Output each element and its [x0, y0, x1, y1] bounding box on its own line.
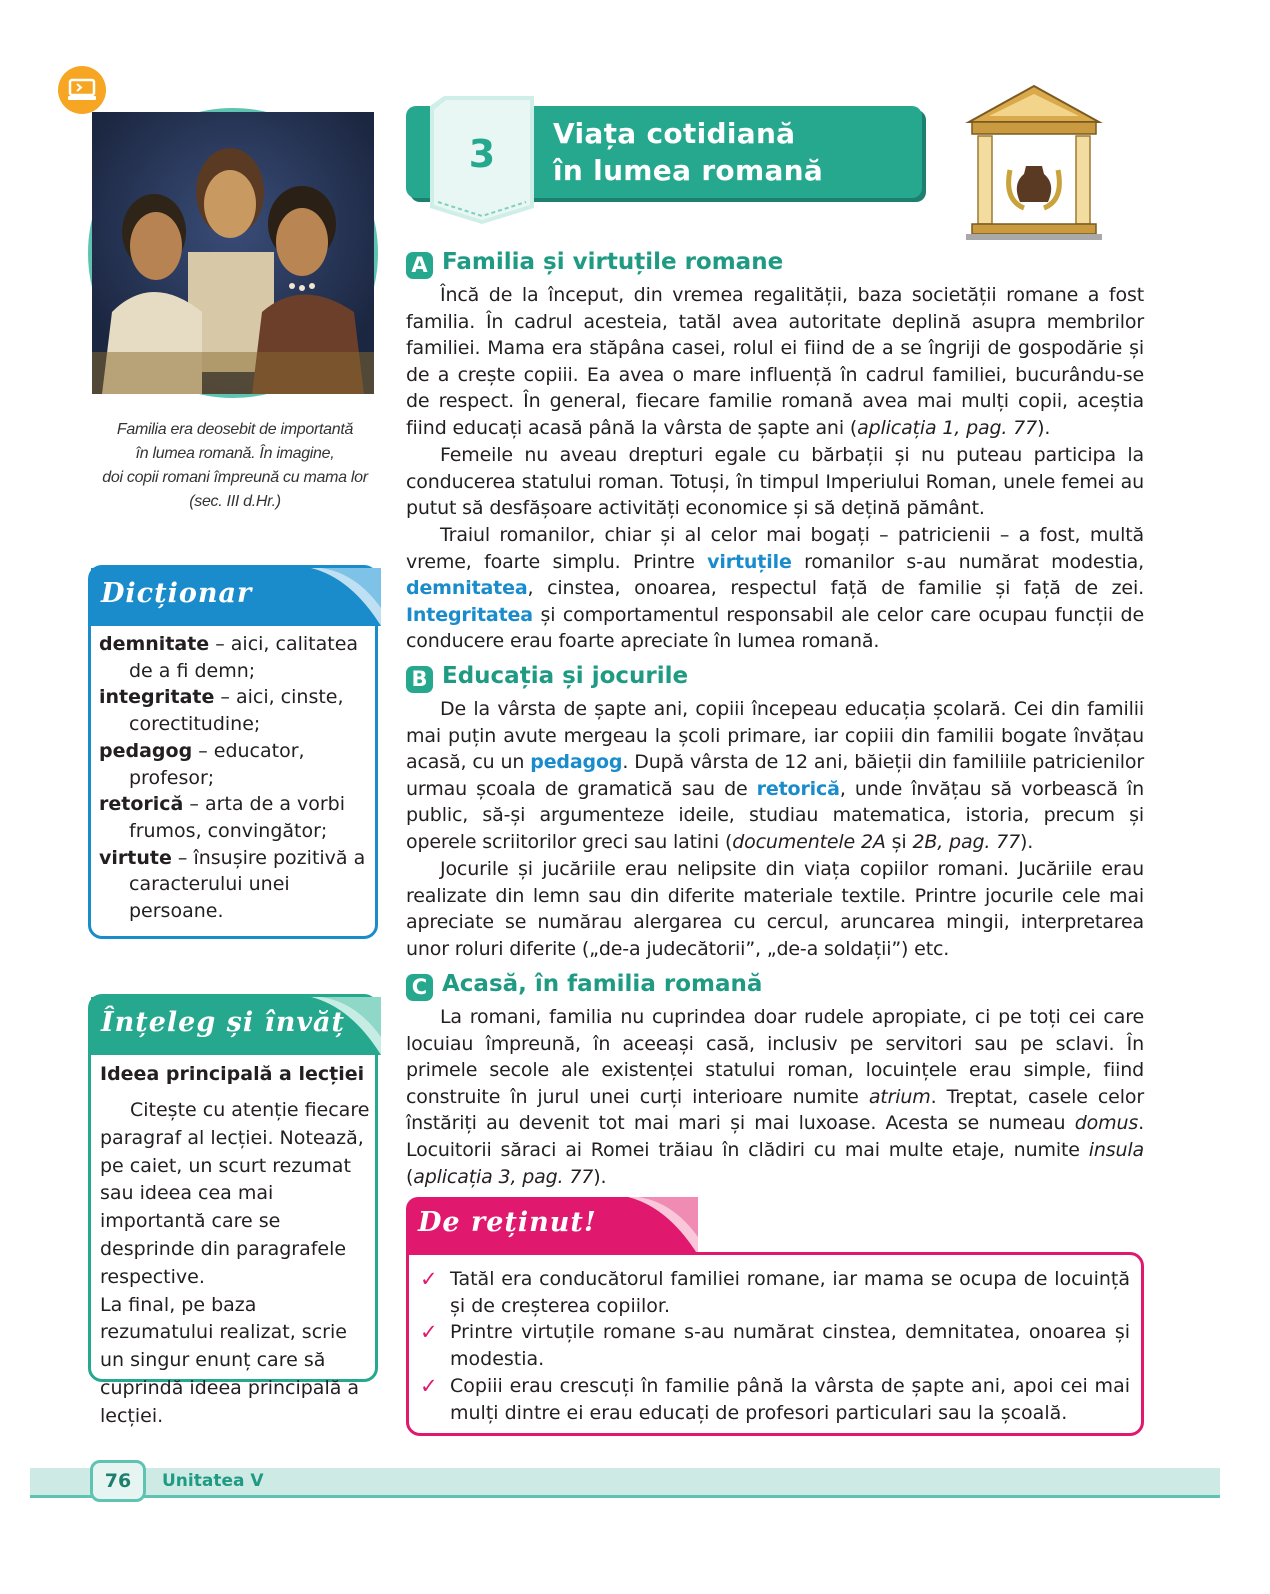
portrait-caption [90, 418, 380, 514]
understand-subtitle: Ideea principală a lecției [100, 1063, 365, 1085]
section-b-paragraph-2: Jocurile și jucăriile erau nelipsite din viața copiilor romani. Jucăriile erau realizate din lemn sau din diferite materiale textile. Printre jocurile cele mai apreciate se numărau alergarea cu cercul, aruncarea mingii, interpretarea unor roluri diferite („de-a judecătorii”, „de-a soldații”) etc. [406, 858, 1144, 960]
check-icon: ✓ [420, 1267, 438, 1291]
digital-lesson-icon[interactable] [58, 66, 106, 114]
dictionary-title: Dicționar [101, 578, 253, 609]
dictionary-header [91, 568, 381, 626]
understand-header [91, 997, 381, 1055]
dictionary-entry [99, 845, 369, 925]
temple-icon [964, 80, 1104, 240]
family-portrait-image [88, 108, 378, 398]
check-icon: ✓ [420, 1320, 438, 1345]
lesson-title-line: în lumea romană [553, 154, 824, 187]
dictionary-definition: – aici, calitatea de a fi demn; [129, 633, 359, 682]
dictionary-box [88, 565, 378, 939]
keyword-demnitatea: demnitatea [406, 577, 528, 600]
understand-paragraph: La final, pe baza rezumatului realizat, scrie un singur enunț care să cuprindă ideea principală a lecției. [100, 1293, 360, 1427]
section-title: Educația și jocurile [442, 663, 689, 689]
section-c-paragraph-1: La romani, familia nu cuprindea doar rudele apropiate, ci pe toți cei care locuiau împreună, în aceeași casă, inclusiv pe servitori sau pe sclavi. În primele secole ale existenței statului roman, locuințele erau simple, fiind construite în jurul unei curți interioare numite atrium. Treptat, casele celor înstăriți au devenit tot mai mari și mai luxoase. Acesta se numeau domus. Locuitorii săraci ai Romei trăiau în clădiri cu mai multe etaje, numite insula (aplicația 3, pag. 77). [406, 1006, 1144, 1188]
section-a-paragraph-3: Traiul romanilor, chiar și al celor mai bogați – patricienii – a fost, multă vreme, foarte simplu. Printre virtuțile romanilor s-au numărat modestia, demnitatea, cinstea, onoarea, respectul față de familie și față de zei. Integritatea și comportamentul responsabil ale celor care ocupau funcții de conducere erau foarte apreciate în lumea romană. [406, 524, 1144, 653]
lesson-title [553, 115, 823, 189]
section-letter-badge: A [406, 252, 433, 279]
dictionary-entry [99, 791, 369, 844]
caption-line: în lumea romană. În imagine, [135, 445, 335, 462]
remember-list [420, 1266, 1130, 1426]
caption-line: doi copii romani împreună cu mama lor [102, 469, 368, 486]
keyword-retorica: retorică [756, 777, 840, 800]
dictionary-term: retorică [99, 793, 184, 816]
dictionary-definition: – educator, profesor; [129, 739, 305, 789]
remember-title: De reținut! [418, 1207, 597, 1238]
lesson-title-line: Viața cotidiană [553, 117, 796, 150]
remember-header [406, 1197, 698, 1255]
dictionary-term: pedagog [99, 739, 193, 762]
understand-title: Înțeleg și învăț [101, 1007, 346, 1038]
dictionary-entry [99, 738, 369, 791]
check-icon: ✓ [420, 1373, 438, 1398]
caption-line: (sec. III d.Hr.) [189, 493, 281, 510]
keyword-integritatea: Integritatea [406, 603, 533, 626]
footer-line [30, 1495, 1220, 1498]
dictionary-term: demnitate [99, 633, 210, 655]
section-a-paragraph-2: Femeile nu aveau drepturi egale cu bărbații și nu puteau participa la conducerea statului roman. Totuși, în timpul Imperiului Roman, unele femei au putut să desfășoare activități economice și să dețină pământ. [406, 444, 1144, 520]
lesson-number: 3 [468, 132, 496, 176]
understand-paragraph: Citește cu atenție fiecare paragraf al lecției. Notează, pe caiet, un scurt rezumat sau ideea cea mai importantă care se desprinde din paragrafele respective. [100, 1099, 370, 1288]
remember-item: ✓ Copiii erau crescuți în familie până la vârsta de șapte ani, apoi cei mai mulți dintre ei erau educați de profesori particulari sau la școală. [420, 1373, 1130, 1424]
unit-label: Unitatea V [162, 1471, 264, 1491]
dictionary-definition: – însușire pozitivă a caracterului unei persoane. [129, 846, 366, 923]
section-letter-badge: C [406, 974, 433, 1001]
dictionary-entry [99, 631, 369, 684]
dictionary-term: integritate [99, 686, 215, 709]
dictionary-definition: – aici, cinste, corectitudine; [129, 686, 344, 736]
dictionary-entries [99, 631, 369, 925]
dictionary-entry [99, 684, 369, 737]
remember-item: ✓ Printre virtuțile romane s-au numărat cinstea, demnitatea, onoarea și modestia. [420, 1320, 1130, 1371]
dictionary-term: virtute [99, 846, 172, 869]
remember-item: ✓ Tatăl era conducătorul familiei romane, iar mama se ocupa de locuință și de creșterea copiilor. [420, 1267, 1130, 1317]
keyword-pedagog: pedagog [530, 751, 623, 774]
section-title: Familia și virtuțile romane [442, 249, 784, 275]
section-title: Acasă, în familia romană [442, 971, 763, 997]
understand-text [100, 1097, 372, 1431]
section-a-paragraph-1: Încă de la început, din vremea regalității, baza societății romane a fost familia. În cadrul acesteia, tatăl avea autoritate deplină asupra membrilor familiei. Mama era stăpâna casei, rolul ei fiind de a se îngriji de gospodărie și de a crește copiii. Ea avea o mare influență în cadrul familiei, bucurându-se de respect. În general, fiecare familie romană avea mai mulți copii, aceștia fiind educați acasă până la vârsta de șapte ani (aplicația 1, pag. 77). [406, 284, 1144, 439]
understand-learn-box [88, 994, 378, 1427]
section-b-paragraph-1: De la vârsta de șapte ani, copiii începeau educația școlară. Cei din familii mai puțin avute mergeau la școli primare, iar copiii din familii bogate învățau acasă, cu un pedagog. După vârsta de 12 ani, băieții din familiile patricienilor urmau școala de gramatică sau de retorică, unde învățau să vorbească în public, să-și argumenteze ideile, studiau matematica, istoria, precum și operele scriitorilor greci sau latini (documentele 2A și 2B, pag. 77). [406, 698, 1144, 853]
caption-line: Familia era deosebit de importantă [116, 421, 354, 438]
keyword-virtutile: virtuțile [707, 550, 792, 573]
page-number: 76 [90, 1460, 146, 1502]
section-letter-badge: B [406, 666, 433, 693]
dictionary-definition: – arta de a vorbi frumos, convingător; [129, 793, 346, 842]
